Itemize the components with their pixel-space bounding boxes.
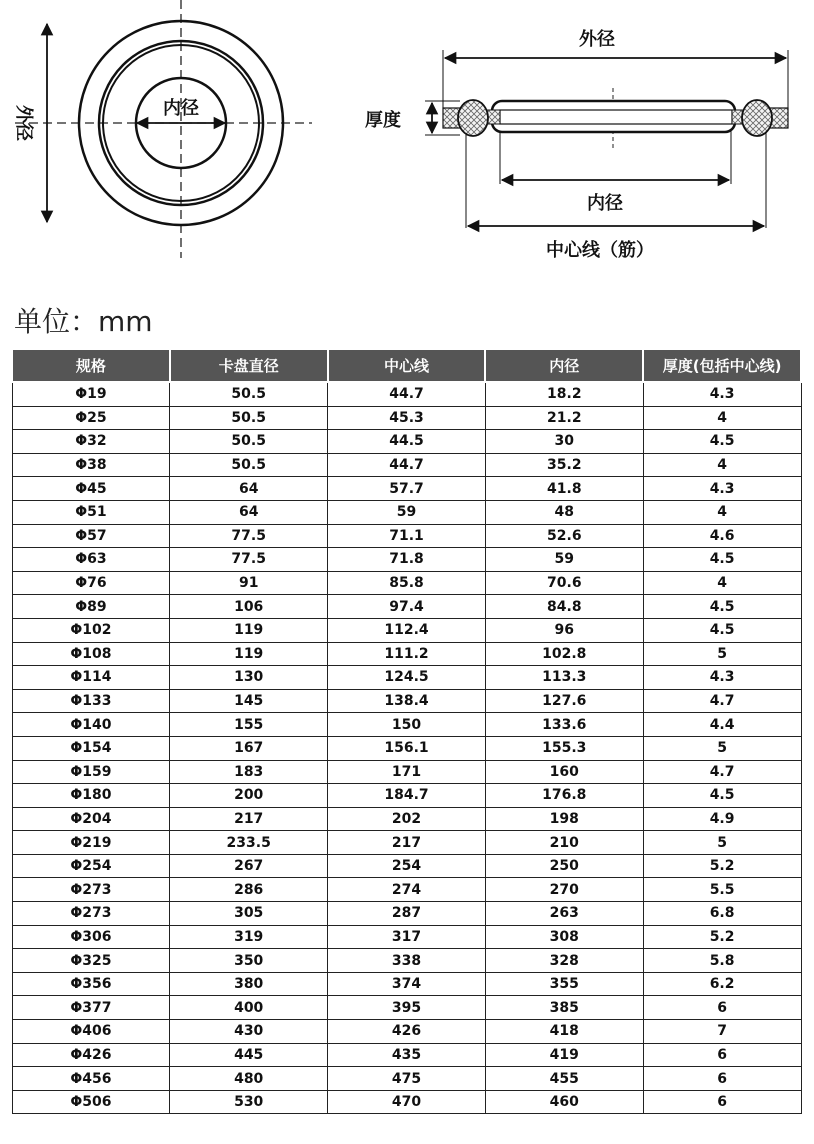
table-row: [12, 902, 801, 926]
table-row: [12, 595, 801, 619]
side-outer-label: 外径: [579, 29, 615, 50]
table-cell: Φ45: [12, 477, 170, 501]
table-cell: Φ19: [12, 382, 170, 406]
table-cell: 4: [643, 406, 801, 430]
table-cell: 455: [485, 1067, 643, 1091]
table-cell: Φ102: [12, 618, 170, 642]
table-cell: 319: [170, 925, 328, 949]
table-row: [12, 524, 801, 548]
table-cell: 127.6: [485, 689, 643, 713]
table-cell: 6: [643, 1043, 801, 1067]
table-cell: 71.1: [328, 524, 486, 548]
table-cell: 102.8: [485, 642, 643, 666]
column-header: 卡盘直径: [170, 349, 328, 382]
table-cell: 112.4: [328, 618, 486, 642]
table-row: [12, 807, 801, 831]
column-header: 厚度(包括中心线): [643, 349, 801, 382]
table-cell: Φ114: [12, 666, 170, 690]
left-rib-bead: [458, 100, 488, 136]
table-row: [12, 666, 801, 690]
table-cell: 44.7: [328, 453, 486, 477]
table-cell: 167: [170, 736, 328, 760]
table-cell: 133.6: [485, 713, 643, 737]
table-row: [12, 1090, 801, 1114]
table-cell: 5: [643, 831, 801, 855]
table-cell: Φ140: [12, 713, 170, 737]
table-cell: 96: [485, 618, 643, 642]
table-cell: 430: [170, 1020, 328, 1044]
centerline-label: 中心线（筋）: [546, 240, 654, 261]
table-cell: 400: [170, 996, 328, 1020]
column-header: 内径: [485, 349, 643, 382]
table-cell: 50.5: [170, 406, 328, 430]
table-cell: 119: [170, 618, 328, 642]
table-cell: Φ57: [12, 524, 170, 548]
table-cell: 30: [485, 430, 643, 454]
table-cell: 59: [485, 548, 643, 572]
table-cell: Φ456: [12, 1067, 170, 1091]
table-cell: 210: [485, 831, 643, 855]
table-cell: 184.7: [328, 784, 486, 808]
table-cell: Φ159: [12, 760, 170, 784]
table-cell: 418: [485, 1020, 643, 1044]
table-row: [12, 713, 801, 737]
table-row: [12, 949, 801, 973]
table-cell: 6: [643, 1067, 801, 1091]
table-cell: Φ273: [12, 902, 170, 926]
table-cell: 4.7: [643, 760, 801, 784]
table-row: [12, 618, 801, 642]
table-cell: 274: [328, 878, 486, 902]
table-cell: 84.8: [485, 595, 643, 619]
table-row: [12, 878, 801, 902]
table-cell: 5: [643, 642, 801, 666]
table-cell: 530: [170, 1090, 328, 1114]
table-cell: 395: [328, 996, 486, 1020]
table-cell: Φ377: [12, 996, 170, 1020]
side-view: [365, 28, 788, 261]
table-cell: 50.5: [170, 453, 328, 477]
table-cell: Φ76: [12, 571, 170, 595]
table-cell: 419: [485, 1043, 643, 1067]
table-cell: 4.5: [643, 430, 801, 454]
table-cell: 50.5: [170, 382, 328, 406]
table-cell: 48: [485, 500, 643, 524]
table-cell: Φ273: [12, 878, 170, 902]
table-cell: 111.2: [328, 642, 486, 666]
table-cell: 305: [170, 902, 328, 926]
table-row: [12, 406, 801, 430]
table-cell: 171: [328, 760, 486, 784]
table-cell: 263: [485, 902, 643, 926]
table-cell: 6.8: [643, 902, 801, 926]
right-rib-bead: [742, 100, 772, 136]
table-row: [12, 430, 801, 454]
table-cell: 202: [328, 807, 486, 831]
table-cell: 71.8: [328, 548, 486, 572]
table-cell: 6: [643, 996, 801, 1020]
table-cell: 45.3: [328, 406, 486, 430]
table-row: [12, 642, 801, 666]
table-cell: 52.6: [485, 524, 643, 548]
column-header: 规格: [12, 349, 170, 382]
table-row: [12, 1043, 801, 1067]
table-cell: 328: [485, 949, 643, 973]
table-row: [12, 784, 801, 808]
table-cell: 70.6: [485, 571, 643, 595]
table-cell: Φ356: [12, 972, 170, 996]
table-cell: 59: [328, 500, 486, 524]
table-cell: 176.8: [485, 784, 643, 808]
table-cell: 119: [170, 642, 328, 666]
table-cell: Φ108: [12, 642, 170, 666]
table-cell: 480: [170, 1067, 328, 1091]
table-cell: Φ180: [12, 784, 170, 808]
table-cell: 470: [328, 1090, 486, 1114]
front-view: [13, 0, 312, 258]
table-cell: 7: [643, 1020, 801, 1044]
table-cell: 41.8: [485, 477, 643, 501]
table-cell: 35.2: [485, 453, 643, 477]
table-cell: 18.2: [485, 382, 643, 406]
table-row: [12, 477, 801, 501]
table-cell: 113.3: [485, 666, 643, 690]
table-row: [12, 689, 801, 713]
table-cell: 338: [328, 949, 486, 973]
table-cell: 198: [485, 807, 643, 831]
table-cell: 287: [328, 902, 486, 926]
table-cell: 4: [643, 500, 801, 524]
table-cell: 4.3: [643, 382, 801, 406]
table-cell: Φ406: [12, 1020, 170, 1044]
table-cell: 85.8: [328, 571, 486, 595]
table-cell: 155.3: [485, 736, 643, 760]
table-cell: 57.7: [328, 477, 486, 501]
table-cell: 21.2: [485, 406, 643, 430]
table-cell: 385: [485, 996, 643, 1020]
table-row: [12, 571, 801, 595]
table-cell: 124.5: [328, 666, 486, 690]
table-cell: Φ219: [12, 831, 170, 855]
table-cell: 91: [170, 571, 328, 595]
gasket-body: [492, 101, 735, 132]
table-row: [12, 972, 801, 996]
table-cell: 4.5: [643, 784, 801, 808]
table-cell: 97.4: [328, 595, 486, 619]
table-cell: Φ254: [12, 854, 170, 878]
table-body: [12, 382, 801, 1114]
table-cell: 64: [170, 500, 328, 524]
table-row: [12, 736, 801, 760]
table-cell: 77.5: [170, 548, 328, 572]
table-cell: 5.2: [643, 925, 801, 949]
table-cell: 5: [643, 736, 801, 760]
table-cell: Φ133: [12, 689, 170, 713]
table-row: [12, 500, 801, 524]
table-cell: 4.5: [643, 548, 801, 572]
table-cell: 4.5: [643, 618, 801, 642]
table-cell: 5.2: [643, 854, 801, 878]
front-outer-label: 外径: [13, 105, 34, 141]
table-row: [12, 453, 801, 477]
table-cell: 350: [170, 949, 328, 973]
table-cell: Φ89: [12, 595, 170, 619]
table-cell: 4.5: [643, 595, 801, 619]
table-cell: 4.3: [643, 477, 801, 501]
table-header-row: [12, 349, 801, 382]
table-cell: 6: [643, 1090, 801, 1114]
table-cell: 374: [328, 972, 486, 996]
table-cell: Φ154: [12, 736, 170, 760]
table-cell: Φ204: [12, 807, 170, 831]
table-cell: 6.2: [643, 972, 801, 996]
table-cell: Φ306: [12, 925, 170, 949]
table-cell: 317: [328, 925, 486, 949]
table-cell: 250: [485, 854, 643, 878]
table-cell: 44.5: [328, 430, 486, 454]
table-cell: 183: [170, 760, 328, 784]
table-cell: 150: [328, 713, 486, 737]
table-row: [12, 996, 801, 1020]
table-cell: 138.4: [328, 689, 486, 713]
table-cell: 5.8: [643, 949, 801, 973]
table-cell: 4.9: [643, 807, 801, 831]
table-cell: 64: [170, 477, 328, 501]
table-row: [12, 1067, 801, 1091]
table-cell: 460: [485, 1090, 643, 1114]
table-cell: 267: [170, 854, 328, 878]
table-cell: 77.5: [170, 524, 328, 548]
table-cell: 106: [170, 595, 328, 619]
table-cell: 435: [328, 1043, 486, 1067]
spec-table: [11, 348, 802, 1114]
front-inner-label: 内径: [163, 98, 199, 119]
table-cell: 50.5: [170, 430, 328, 454]
table-cell: Φ25: [12, 406, 170, 430]
table-cell: 270: [485, 878, 643, 902]
table-cell: 217: [170, 807, 328, 831]
table-cell: 5.5: [643, 878, 801, 902]
table-cell: Φ426: [12, 1043, 170, 1067]
table-row: [12, 854, 801, 878]
table-cell: 233.5: [170, 831, 328, 855]
table-cell: 217: [328, 831, 486, 855]
table-cell: 145: [170, 689, 328, 713]
table-cell: 155: [170, 713, 328, 737]
column-header: 中心线: [328, 349, 486, 382]
table-cell: 308: [485, 925, 643, 949]
side-inner-label: 内径: [587, 193, 623, 214]
gasket-dimension-diagram: [0, 0, 814, 285]
table-cell: Φ32: [12, 430, 170, 454]
table-row: [12, 548, 801, 572]
thickness-label: 厚度: [365, 110, 401, 131]
table-cell: 130: [170, 666, 328, 690]
table-row: [12, 925, 801, 949]
table-cell: 4.6: [643, 524, 801, 548]
table-cell: 4.4: [643, 713, 801, 737]
table-cell: 254: [328, 854, 486, 878]
table-cell: 4.3: [643, 666, 801, 690]
table-cell: 4.7: [643, 689, 801, 713]
table-cell: 160: [485, 760, 643, 784]
unit-label: 单位：mm: [14, 305, 153, 338]
table-cell: Φ506: [12, 1090, 170, 1114]
table-row: [12, 382, 801, 406]
table-cell: 4: [643, 453, 801, 477]
table-cell: Φ38: [12, 453, 170, 477]
table-row: [12, 1020, 801, 1044]
table-cell: Φ325: [12, 949, 170, 973]
table-cell: Φ63: [12, 548, 170, 572]
table-row: [12, 760, 801, 784]
table-cell: 426: [328, 1020, 486, 1044]
table-cell: 445: [170, 1043, 328, 1067]
table-cell: 380: [170, 972, 328, 996]
table-row: [12, 831, 801, 855]
table-cell: Φ51: [12, 500, 170, 524]
table-cell: 156.1: [328, 736, 486, 760]
table-cell: 44.7: [328, 382, 486, 406]
table-cell: 475: [328, 1067, 486, 1091]
table-cell: 286: [170, 878, 328, 902]
table-cell: 355: [485, 972, 643, 996]
table-cell: 200: [170, 784, 328, 808]
table-cell: 4: [643, 571, 801, 595]
